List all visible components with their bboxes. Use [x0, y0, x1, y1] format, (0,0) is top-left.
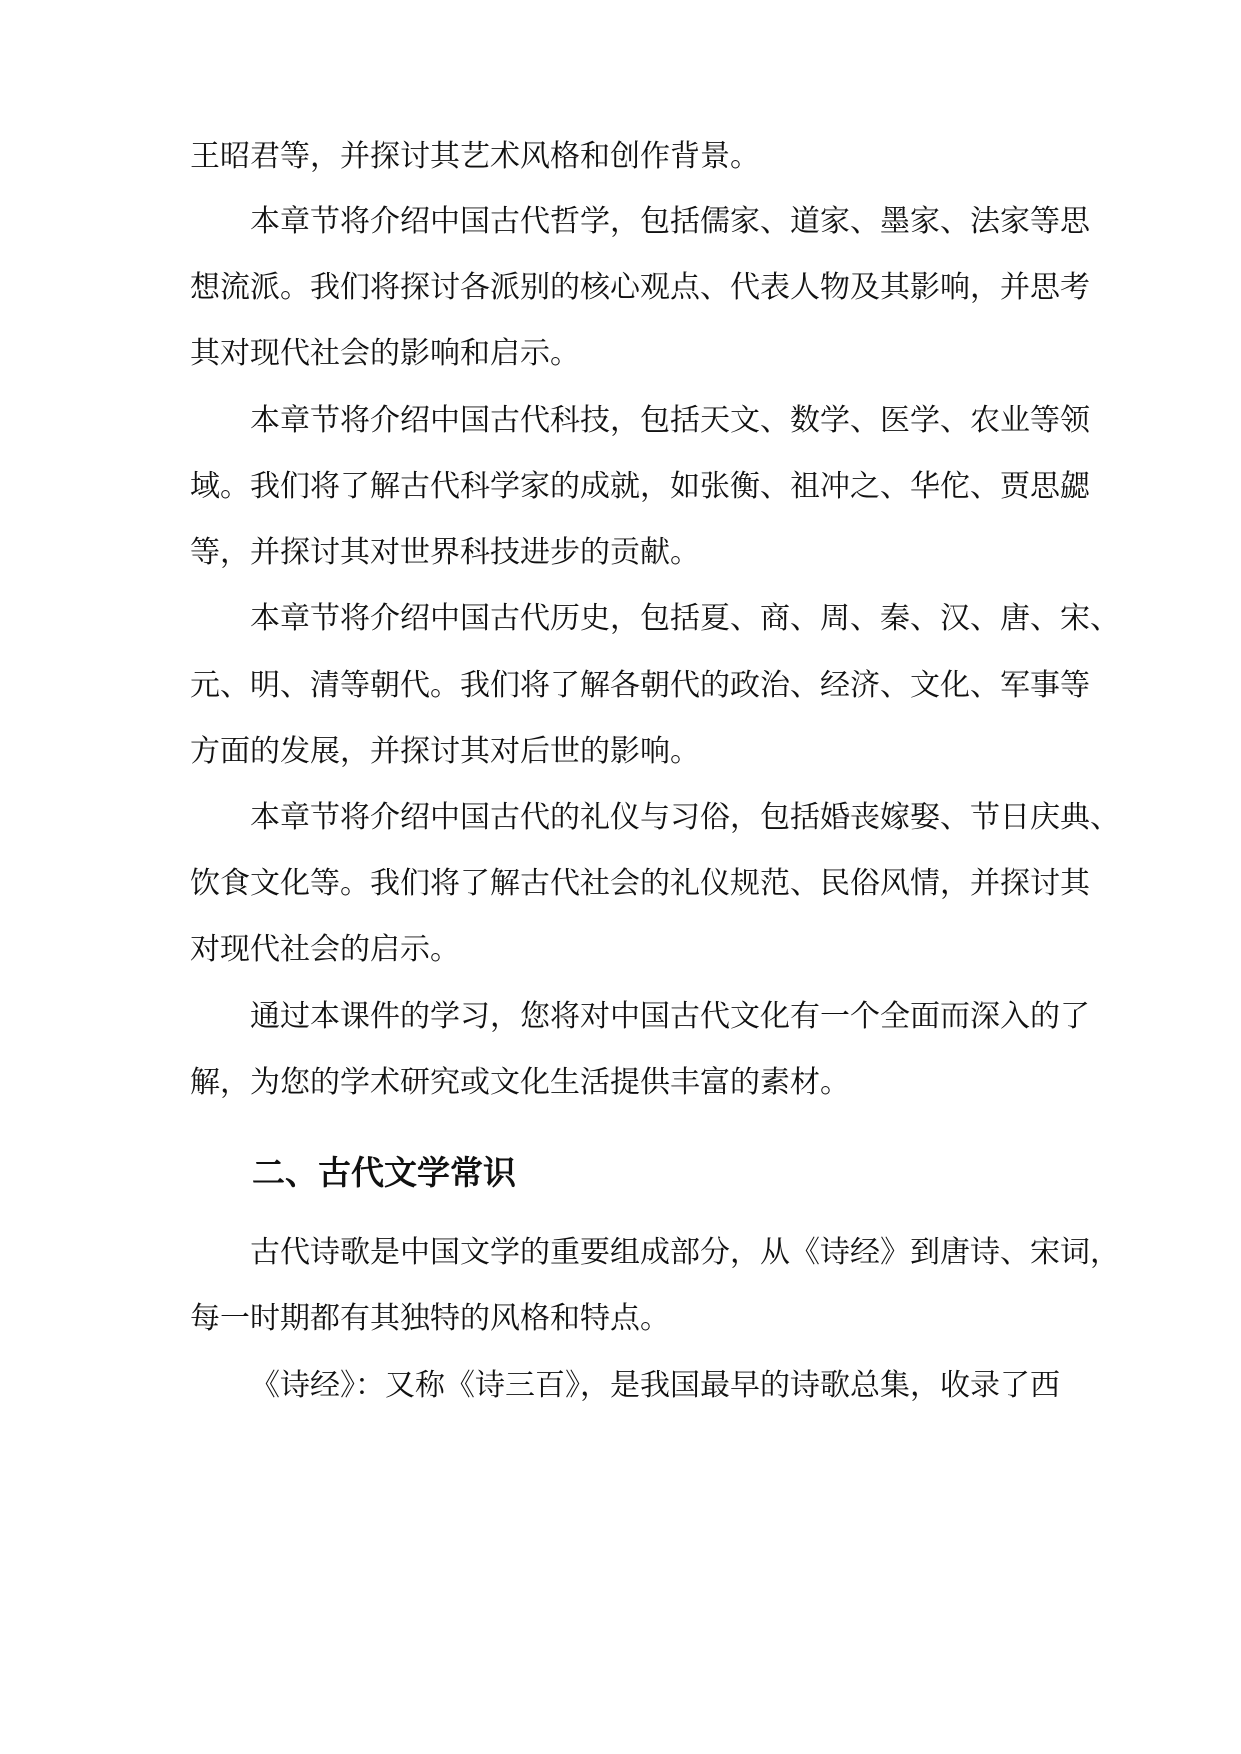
- body-text-line: 其对现代社会的影响和启示。: [190, 336, 580, 371]
- body-text-line: 本章节将介绍中国古代哲学，包括儒家、道家、墨家、法家等思: [250, 204, 1090, 239]
- body-text-line: 《诗经》：又称《诗三百》，是我国最早的诗歌总集，收录了西: [250, 1368, 1060, 1403]
- body-text-line: 王昭君等，并探讨其艺术风格和创作背景。: [190, 139, 760, 174]
- body-text-line: 通过本课件的学习，您将对中国古代文化有一个全面而深入的了: [250, 999, 1090, 1034]
- body-text-line: 想流派。我们将探讨各派别的核心观点、代表人物及其影响，并思考: [190, 270, 1090, 305]
- body-text-line: 古代诗歌是中国文学的重要组成部分，从《诗经》到唐诗、宋词，: [250, 1235, 1120, 1270]
- body-text-line: 等，并探讨其对世界科技进步的贡献。: [190, 535, 700, 570]
- body-text-line: 解，为您的学术研究或文化生活提供丰富的素材。: [190, 1065, 850, 1100]
- body-text-line: 本章节将介绍中国古代的礼仪与习俗，包括婚丧嫁娶、节日庆典、: [250, 800, 1120, 835]
- body-text-line: 对现代社会的启示。: [190, 932, 460, 967]
- body-text-line: 元、明、清等朝代。我们将了解各朝代的政治、经济、文化、军事等: [190, 668, 1090, 703]
- body-text-line: 饮食文化等。我们将了解古代社会的礼仪规范、民俗风情，并探讨其: [190, 866, 1090, 901]
- body-text-line: 每一时期都有其独特的风格和特点。: [190, 1301, 670, 1336]
- section-heading: 二、古代文学常识: [252, 1153, 516, 1192]
- body-text-line: 本章节将介绍中国古代历史，包括夏、商、周、秦、汉、唐、宋、: [250, 601, 1120, 636]
- body-text-line: 本章节将介绍中国古代科技，包括天文、数学、医学、农业等领: [250, 403, 1090, 438]
- body-text-line: 域。我们将了解古代科学家的成就，如张衡、祖冲之、华佗、贾思勰: [190, 469, 1090, 504]
- body-text-line: 方面的发展，并探讨其对后世的影响。: [190, 734, 700, 769]
